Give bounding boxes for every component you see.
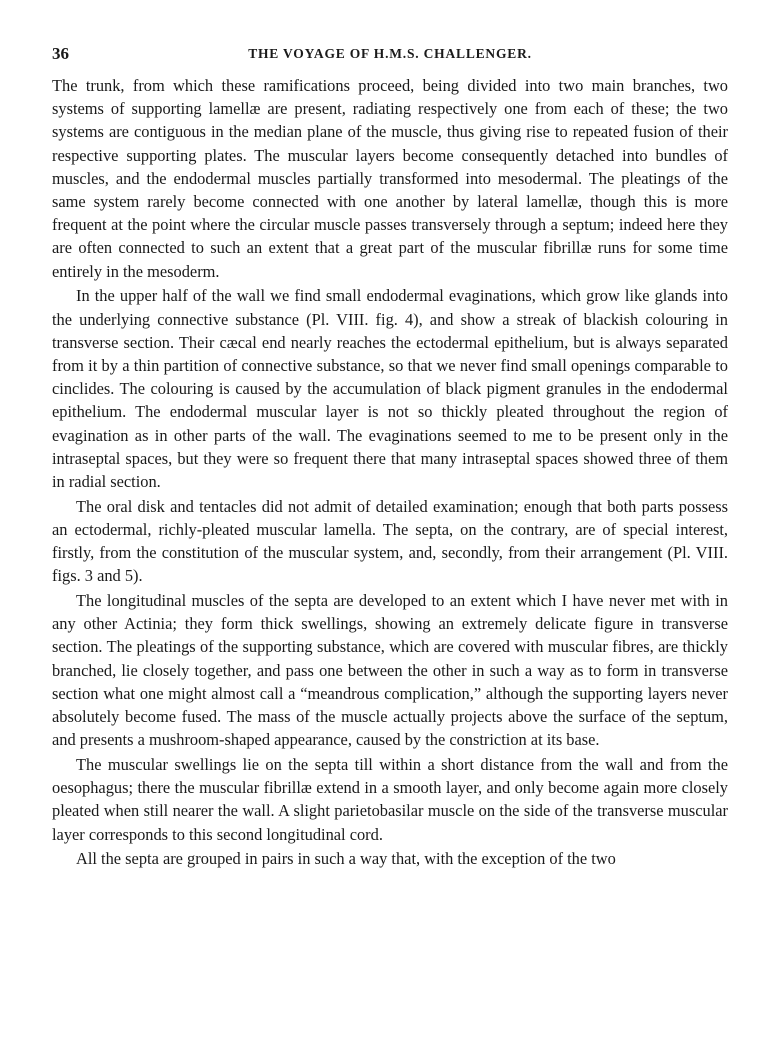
paragraph-4: The longitudinal muscles of the septa are developed to an extent which I have never met with in any other Actinia; they form thick swellings, showing an extremely delicate figure in transverse section. The pleatings of the supporting substance, which are covered with muscular fibres, are thickly branched, lie closely together, and pass one between the other in such a way as to form in transverse section what one might almost call a “meandrous complication,” although the supporting layers never absolutely become fused. The mass of the muscle actually projects above the surface of the septum, and presents a mushroom-shaped appearance, caused by the constriction at its base. (52, 590, 728, 750)
paragraph-3: The oral disk and tentacles did not admit of detailed examination; enough that both parts possess an ectodermal, richly-pleated muscular lamella. The septa, on the contrary, are of special interest, firstly, from the constitution of the muscular system, and, secondly, from their arrangement (Pl. VIII. figs. 3 and 5). (52, 496, 728, 586)
document-page (52, 44, 728, 870)
paragraph-6: All the septa are grouped in pairs in such a way that, with the exception of the two (76, 849, 616, 869)
page-number: 36 (52, 44, 69, 63)
body-text (52, 74, 728, 870)
paragraph-2: In the upper half of the wall we find small endodermal evaginations, which grow like glands into the underlying connective substance (Pl. VIII. fig. 4), and show a streak of blackish colouring in transverse section. Their cæcal end nearly reaches the ectodermal epithelium, but is always separated from it by a thin partition of connective substance, so that we never find small openings comparable to cinclides. The colouring is caused by the accumulation of black pigment granules in the endodermal epithelium. The endodermal muscular layer is not so thickly pleated throughout the region of evagination as in other parts of the wall. The evaginations seemed to me to be present only in the intraseptal spaces, but they were so frequent there that many intraseptal spaces showed three of them in radial section. (52, 286, 728, 491)
paragraph-1: The trunk, from which these ramifications proceed, being divided into two main branches, two systems of supporting lamellæ are present, radiating respectively one from each of these; the two systems are contiguous in the median plane of the muscle, thus giving rise to repeated fusion of their respective supporting plates. The muscular layers become consequently detached into bundles of muscles, and the endodermal muscles partially transformed into mesodermal. The pleatings of the same system rarely become connected with one another by lateral lamellæ, though this is more frequent at the point where the circular muscle passes transversely through a septum; indeed here they are often connected to such an extent that a great part of the muscular fibrillæ runs for some time entirely in the mesoderm. (52, 76, 728, 281)
paragraph-5: The muscular swellings lie on the septa till within a short distance from the wall and from the oesophagus; there the muscular fibrillæ extend in a smooth layer, and only become again more closely pleated when still nearer the wall. A slight parietobasilar muscle on the side of the transverse muscular layer corresponds to this second longitudinal cord. (52, 754, 728, 844)
running-title: THE VOYAGE OF H.M.S. CHALLENGER. (248, 46, 532, 61)
page-header (52, 44, 728, 74)
